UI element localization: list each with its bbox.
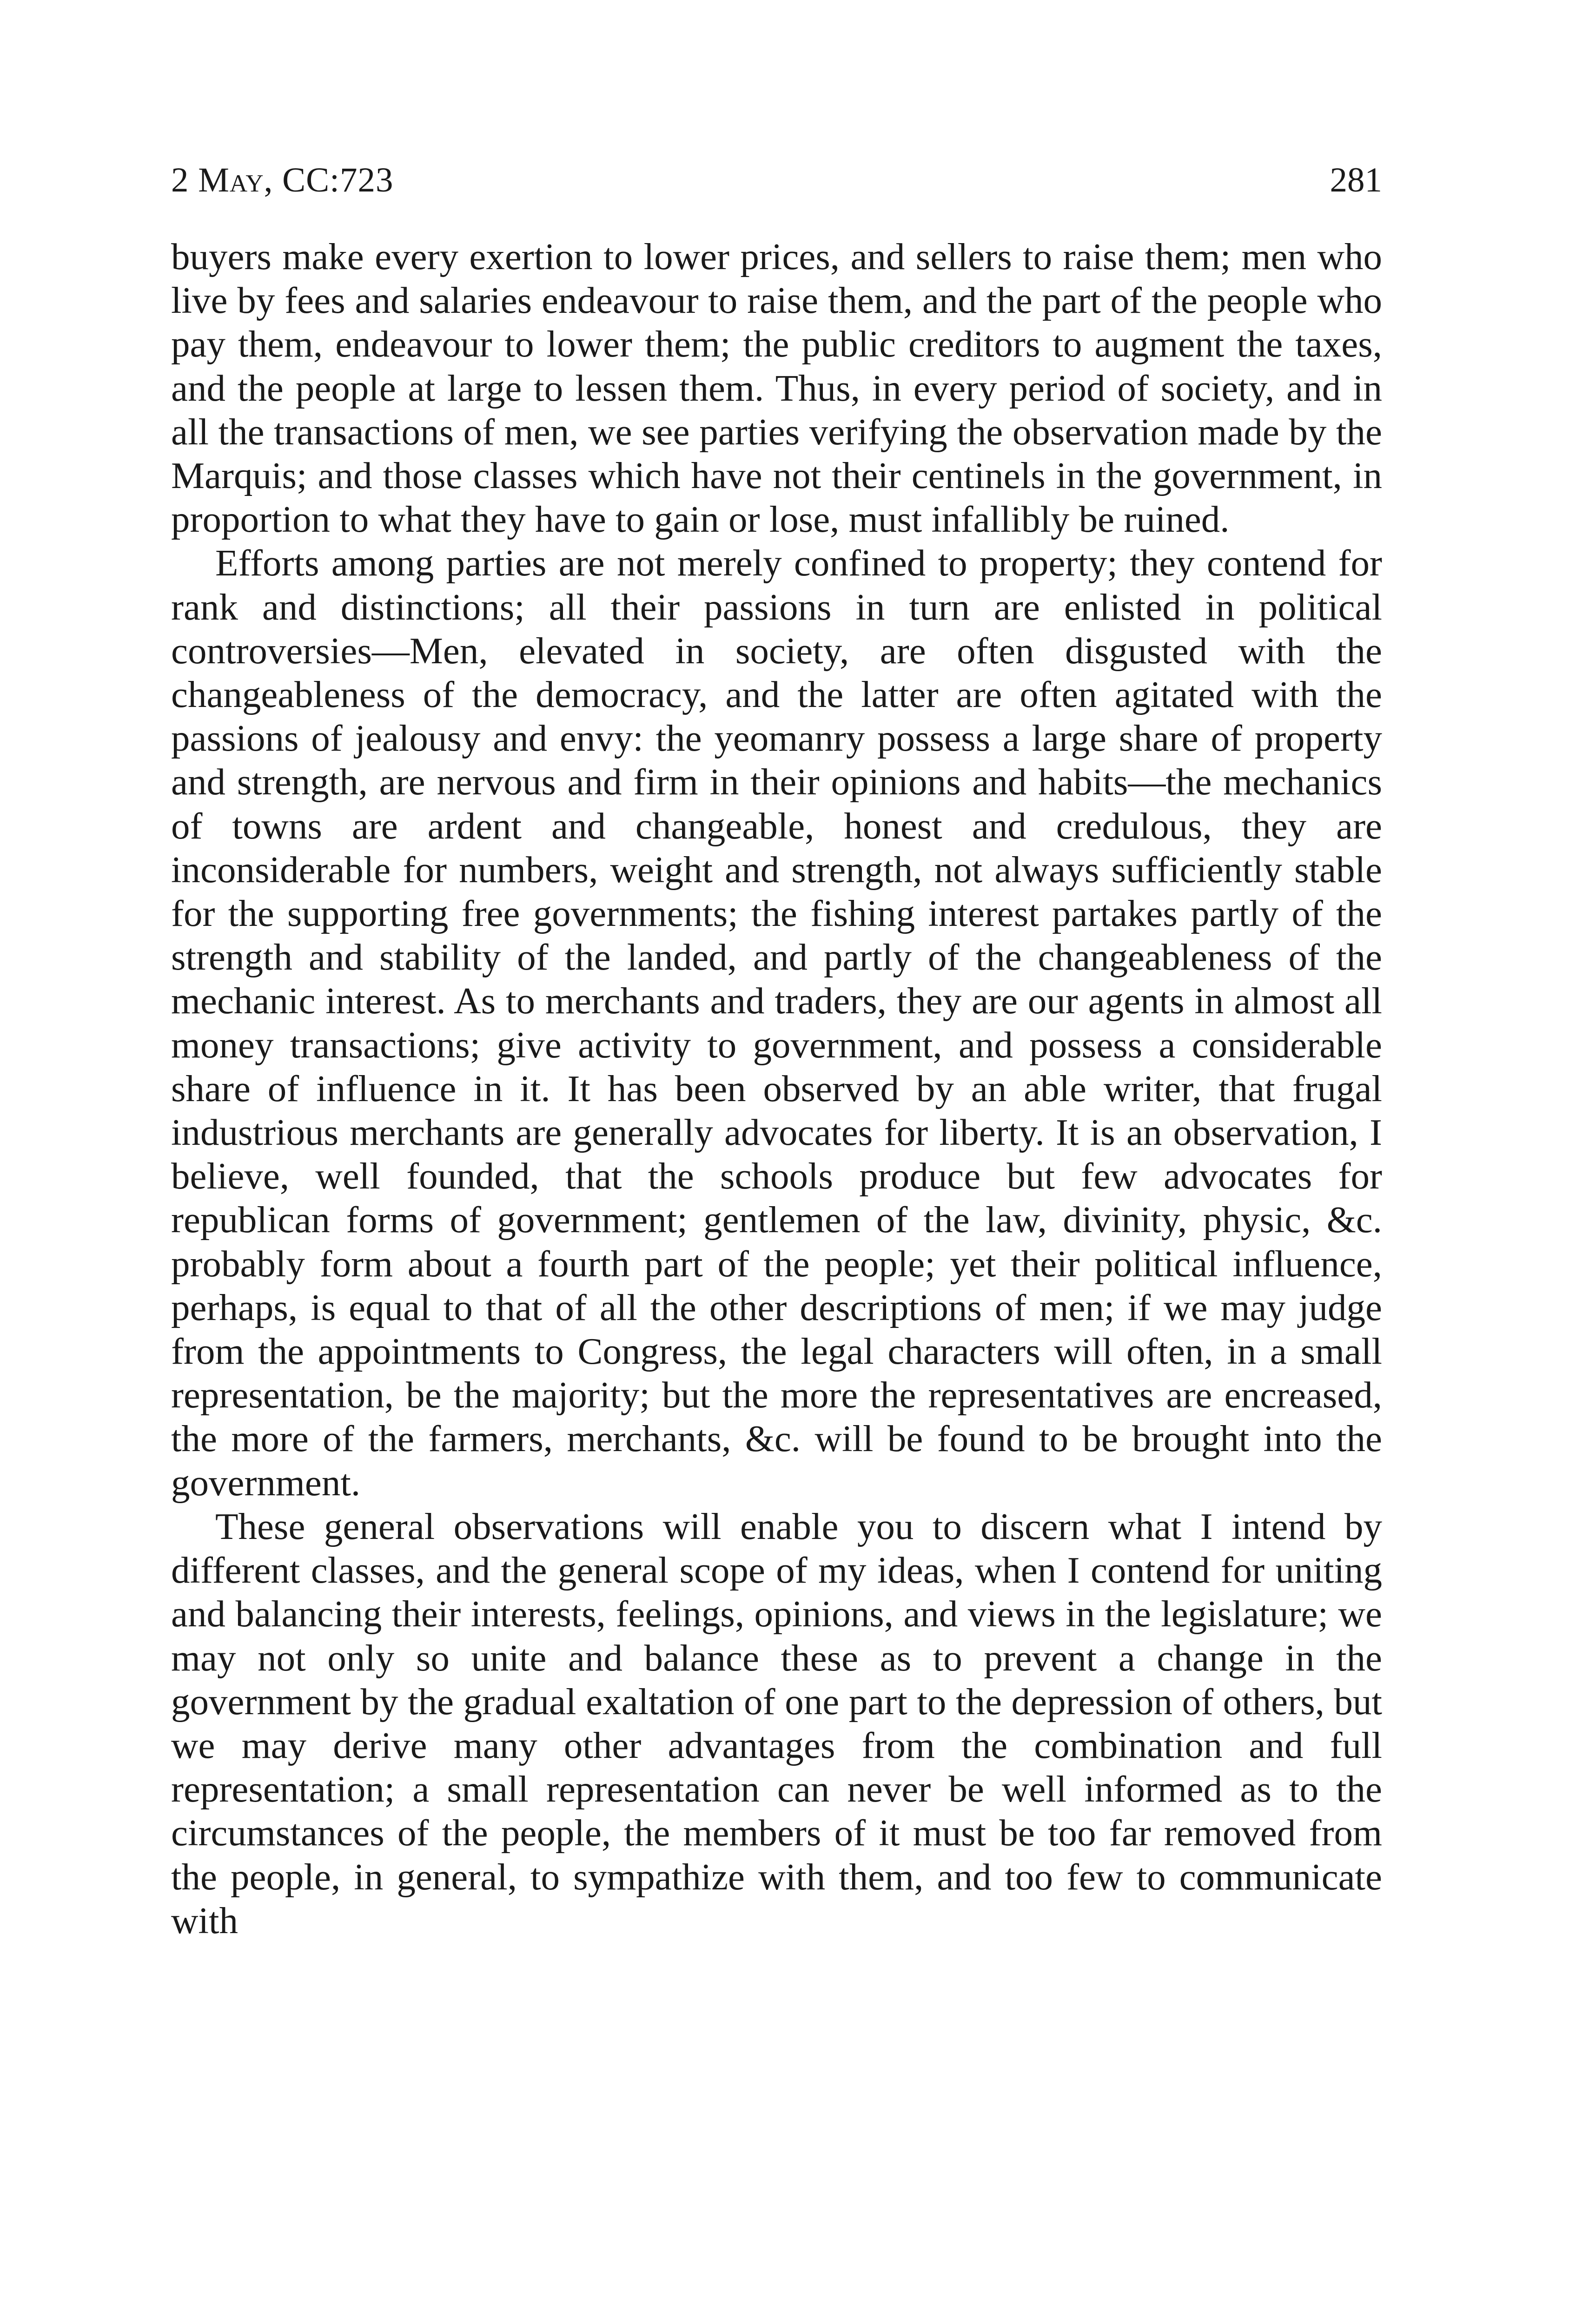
running-head — [171, 160, 1382, 207]
paragraph-2: Efforts among parties are not merely confined to property; they contend for rank and distinctions; all their passions in turn are enlisted in political controversies—Men, elevated in society, are often disgusted with the changeableness of the democracy, and the latter are often agitated with the passions of jealousy and envy: the yeomanry possess a large share of property and strength, are nervous and firm in their opinions and habits—the mechanics of towns are ardent and changeable, honest and credulous, they are inconsiderable for numbers, weight and strength, not always sufficiently stable for the supporting free governments; the fishing interest partakes partly of the strength and stability of the landed, and partly of the changeableness of the mechanic interest. As to merchants and traders, they are our agents in almost all money transactions; give activity to government, and possess a considerable share of influence in it. It has been observed by an able writer, that frugal industrious merchants are generally advocates for liberty. It is an observation, I believe, well founded, that the schools produce but few advocates for republican forms of government; gentlemen of the law, divinity, physic, &c. probably form about a fourth part of the people; yet their political influence, perhaps, is equal to that of all the other descriptions of men; if we may judge from the appointments to Congress, the legal characters will often, in a small representation, be the majority; but the more the representatives are encreased, the more of the farmers, merchants, &c. will be found to be brought into the government. — [171, 542, 1382, 1504]
paragraph-3: These general observations will enable you to discern what I intend by different classes, and the general scope of my ideas, when I contend for uniting and balancing their interests, feelings, opinions, and views in the legislature; we may not only so unite and balance these as to prevent a change in the government by the gradual exaltation of one part to the depression of others, but we may derive many other advantages from the combination and full representation; a small representation can never be well informed as to the circumstances of the people, the members of it must be too far removed from the people, in general, to sympathize with them, and too few to communicate with — [171, 1505, 1382, 1941]
running-head-section: 2 May, CC:723 — [171, 161, 394, 199]
page-number: 281 — [1330, 161, 1382, 199]
paragraph-1: buyers make every exertion to lower prices, and sellers to raise them; men who live by fees and salaries endeavour to raise them, and the part of the people who pay them, endeavour to lower them; the public creditors to augment the taxes, and the people at large to lessen them. Thus, in every period of society, and in all the transactions of men, we see parties verifying the observation made by the Marquis; and those classes which have not their centinels in the government, in proportion to what they have to gain or lose, must infallibly be ruined. — [171, 236, 1382, 541]
body-text — [171, 235, 1382, 1942]
